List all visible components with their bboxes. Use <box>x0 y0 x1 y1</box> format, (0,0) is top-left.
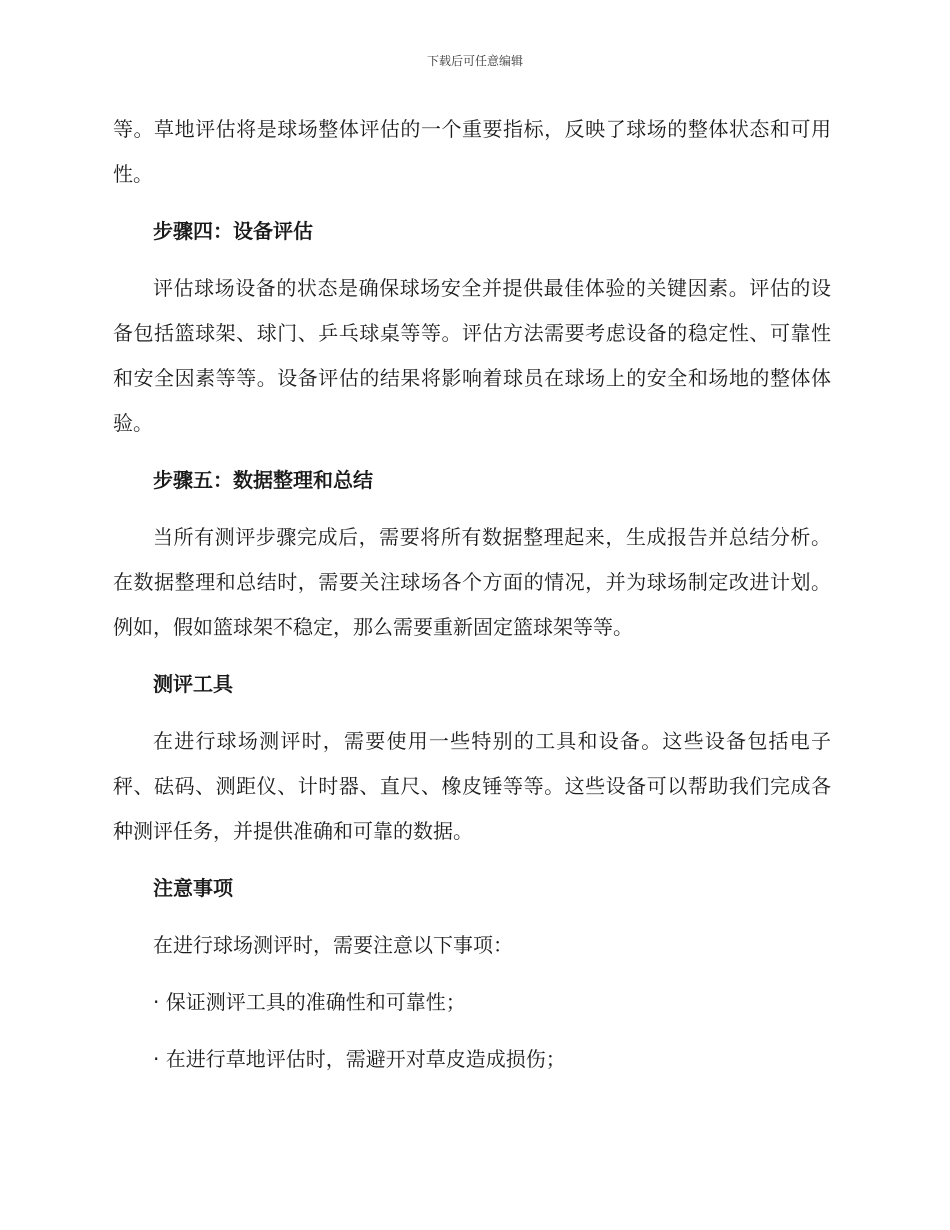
heading-step-five: 步骤五：数据整理和总结 <box>153 468 373 492</box>
heading-step-four: 步骤四：设备评估 <box>153 219 313 243</box>
list-item: · 保证测评工具的准确性和可靠性； <box>153 990 466 1014</box>
paragraph-step-four: 评估球场设备的状态是确保球场安全并提供最佳体验的关键因素。评估的设备包括篮球架、球门、乒乓球桌等等。评估方法需要考虑设备的稳定性、可靠性和安全因素等等。设备评估的结果将影响着球员在球场上的安全和场地的整体体验。 <box>113 276 831 435</box>
paragraph-continuation: 等。草地评估将是球场整体评估的一个重要指标，反映了球场的整体状态和可用性。 <box>113 117 831 186</box>
list-item: · 在进行草地评估时，需避开对草皮造成损伤； <box>153 1047 566 1071</box>
document-body <box>113 107 831 1094</box>
paragraph-step-five: 当所有测评步骤完成后，需要将所有数据整理起来，生成报告并总结分析。在数据整理和总结时，需要关注球场各个方面的情况，并为球场制定改进计划。例如，假如篮球架不稳定，那么需要重新固定篮球架等等。 <box>113 525 831 639</box>
heading-tools: 测评工具 <box>153 672 233 696</box>
paragraph-tools: 在进行球场测评时，需要使用一些特别的工具和设备。这些设备包括电子秤、砝码、测距仪、计时器、直尺、橡皮锤等等。这些设备可以帮助我们完成各种测评任务，并提供准确和可靠的数据。 <box>113 729 831 843</box>
heading-notes: 注意事项 <box>153 876 233 900</box>
paragraph-notes-intro: 在进行球场测评时，需要注意以下事项： <box>153 933 513 957</box>
page-header: 下载后可任意编辑 <box>426 54 523 68</box>
